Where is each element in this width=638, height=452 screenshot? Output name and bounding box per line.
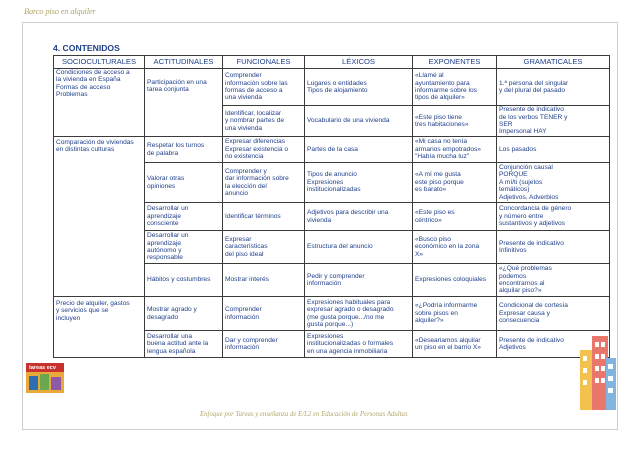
cell-exponente: «Este piso tiene tres habitaciones» [413, 106, 497, 137]
building-icon [580, 336, 616, 410]
cell-funcional: Dar y comprender información [223, 331, 305, 358]
table-header-row [54, 56, 610, 69]
cell-exponente: «¿Podría informarme sobre pisos en alquiler?» [413, 297, 497, 331]
logo-text: tareas ecv [29, 365, 56, 371]
section-title: 4. CONTENIDOS [53, 43, 120, 53]
cell-lexico: Tipos de anuncio Expresiones institucionalizadas [305, 163, 413, 203]
cell-gramatical: 1.ª persona del singular y del plural del pasado [497, 69, 610, 106]
table-row [54, 297, 610, 331]
cell-gramatical: Presente de indicativo de los verbos TENER y SER Impersonal HAY [497, 106, 610, 137]
table-row [54, 137, 610, 163]
cell-actitudinal: Desarrollar un aprendizaje autónomo y responsable [145, 231, 223, 264]
table-row [54, 69, 610, 106]
cell-gramatical: Conjunción causal PORQUE A mí/ti (sujetos temáticos) Adjetivos. Adverbios [497, 163, 610, 203]
cell-lexico: Estructura del anuncio [305, 231, 413, 264]
cell-funcional: Pedir y comprender información [305, 264, 413, 297]
tareas-logo [26, 363, 64, 393]
cell-funcional: Comprender información [223, 297, 305, 331]
cell-funcional: Expresar características del piso ideal [223, 231, 305, 264]
cell-funcional: Identificar, localizar y nombrar partes de una vivienda [223, 106, 305, 137]
cell-funcional: Comprender y dar información sobre la elección del anuncio [223, 163, 305, 203]
cell-exponente: «Busco piso económico en la zona X» [413, 231, 497, 264]
cell-exponente: «Deseariamos alquilar un piso en el barrio X» [413, 331, 497, 358]
cell-lexico: Lugares o entidades Tipos de alojamiento [305, 69, 413, 106]
cell-gramatical: Concordancia de género y número entre sustantivos y adjetivos [497, 203, 610, 231]
cell-funcional: Identificar términos [223, 203, 305, 231]
column-header-gramaticales: GRAMATICALES [497, 56, 610, 69]
cell-lexico: Expresiones habituales para expresar agrado o desagrado (me gusta porque.../no me gusta porque...) [305, 297, 413, 331]
contenidos-table [53, 55, 610, 358]
cell-actitudinal: Mostrar agrado y desagrado [145, 297, 223, 331]
column-header-socioculturales: SOCIOCULTURALES [54, 56, 145, 69]
cell-exponente: «Este piso es céntrico» [413, 203, 497, 231]
cell-lexico: Partes de la casa [305, 137, 413, 163]
column-header-lexicos: LÉXICOS [305, 56, 413, 69]
cell-exponente: «¿Qué problemas podemos encontrarnos al alquilar piso?» [497, 264, 610, 297]
column-header-funcionales: FUNCIONALES [223, 56, 305, 69]
cell-lexico: Expresiones coloquiales [413, 264, 497, 297]
header-note: Barco piso en alquiler [24, 6, 96, 16]
cell-actitudinal: Mostrar interés [223, 264, 305, 297]
cell-lexico: Vocabulario de una vivienda [305, 106, 413, 137]
cell-gramatical: Los pasados [497, 137, 610, 163]
cell-sociocultural: Condiciones de acceso a la vivienda en España Formas de acceso Problemas [54, 69, 145, 137]
cell-lexico: Expresiones institucionalizadas o formales en una agencia inmobiliaria [305, 331, 413, 358]
cell-actitudinal: Desarrollar un aprendizaje consciente [145, 203, 223, 231]
cell-sociocultural: Comparación de viviendas en distintas culturas [54, 137, 145, 297]
cell-gramatical: Condicional de cortesía Expresar causa y consecuencia [497, 297, 610, 331]
cell-funcional: Comprender información sobre las formas de acceso a una vivienda [223, 69, 305, 106]
cell-actitudinal: Desarrollar una buena actitud ante la lengua española [145, 331, 223, 358]
cell-lexico: Adjetivos para describir una vivienda [305, 203, 413, 231]
cell-funcional: Expresar diferencias Expresar existencia o no existencia [223, 137, 305, 163]
cell-exponente: «Llamé al ayuntamiento para informarme sobre los tipos de alquiler» [413, 69, 497, 106]
cell-sociocultural: Precio de alquiler, gastos y servicios que se incluyen [54, 297, 145, 358]
building-illustration [580, 336, 616, 410]
cell-actitudinal: Respetar los turnos de palabra [145, 137, 223, 163]
cell-exponente: «Mi casa no tenía armarios empotrados» "Había mucha luz" [413, 137, 497, 163]
cell-sociocultural: Hábitos y costumbres [145, 264, 223, 297]
column-header-exponentes: EXPONENTES [413, 56, 497, 69]
footer-text: Enfoque por Tareas y enseñanza de E/L2 en Educación de Personas Adultas [200, 411, 408, 418]
column-header-actitudinales: ACTITUDINALES [145, 56, 223, 69]
cell-gramatical: Presente de indicativo Adjetivos [497, 331, 610, 358]
cell-actitudinal: Valorar otras opiniones [145, 163, 223, 203]
cell-exponente: «A mí me gusta este piso porque es barato» [413, 163, 497, 203]
cell-gramatical: Presente de indicativo Infinitivos [497, 231, 610, 264]
cell-actitudinal: Participación en una tarea conjunta [145, 69, 223, 137]
